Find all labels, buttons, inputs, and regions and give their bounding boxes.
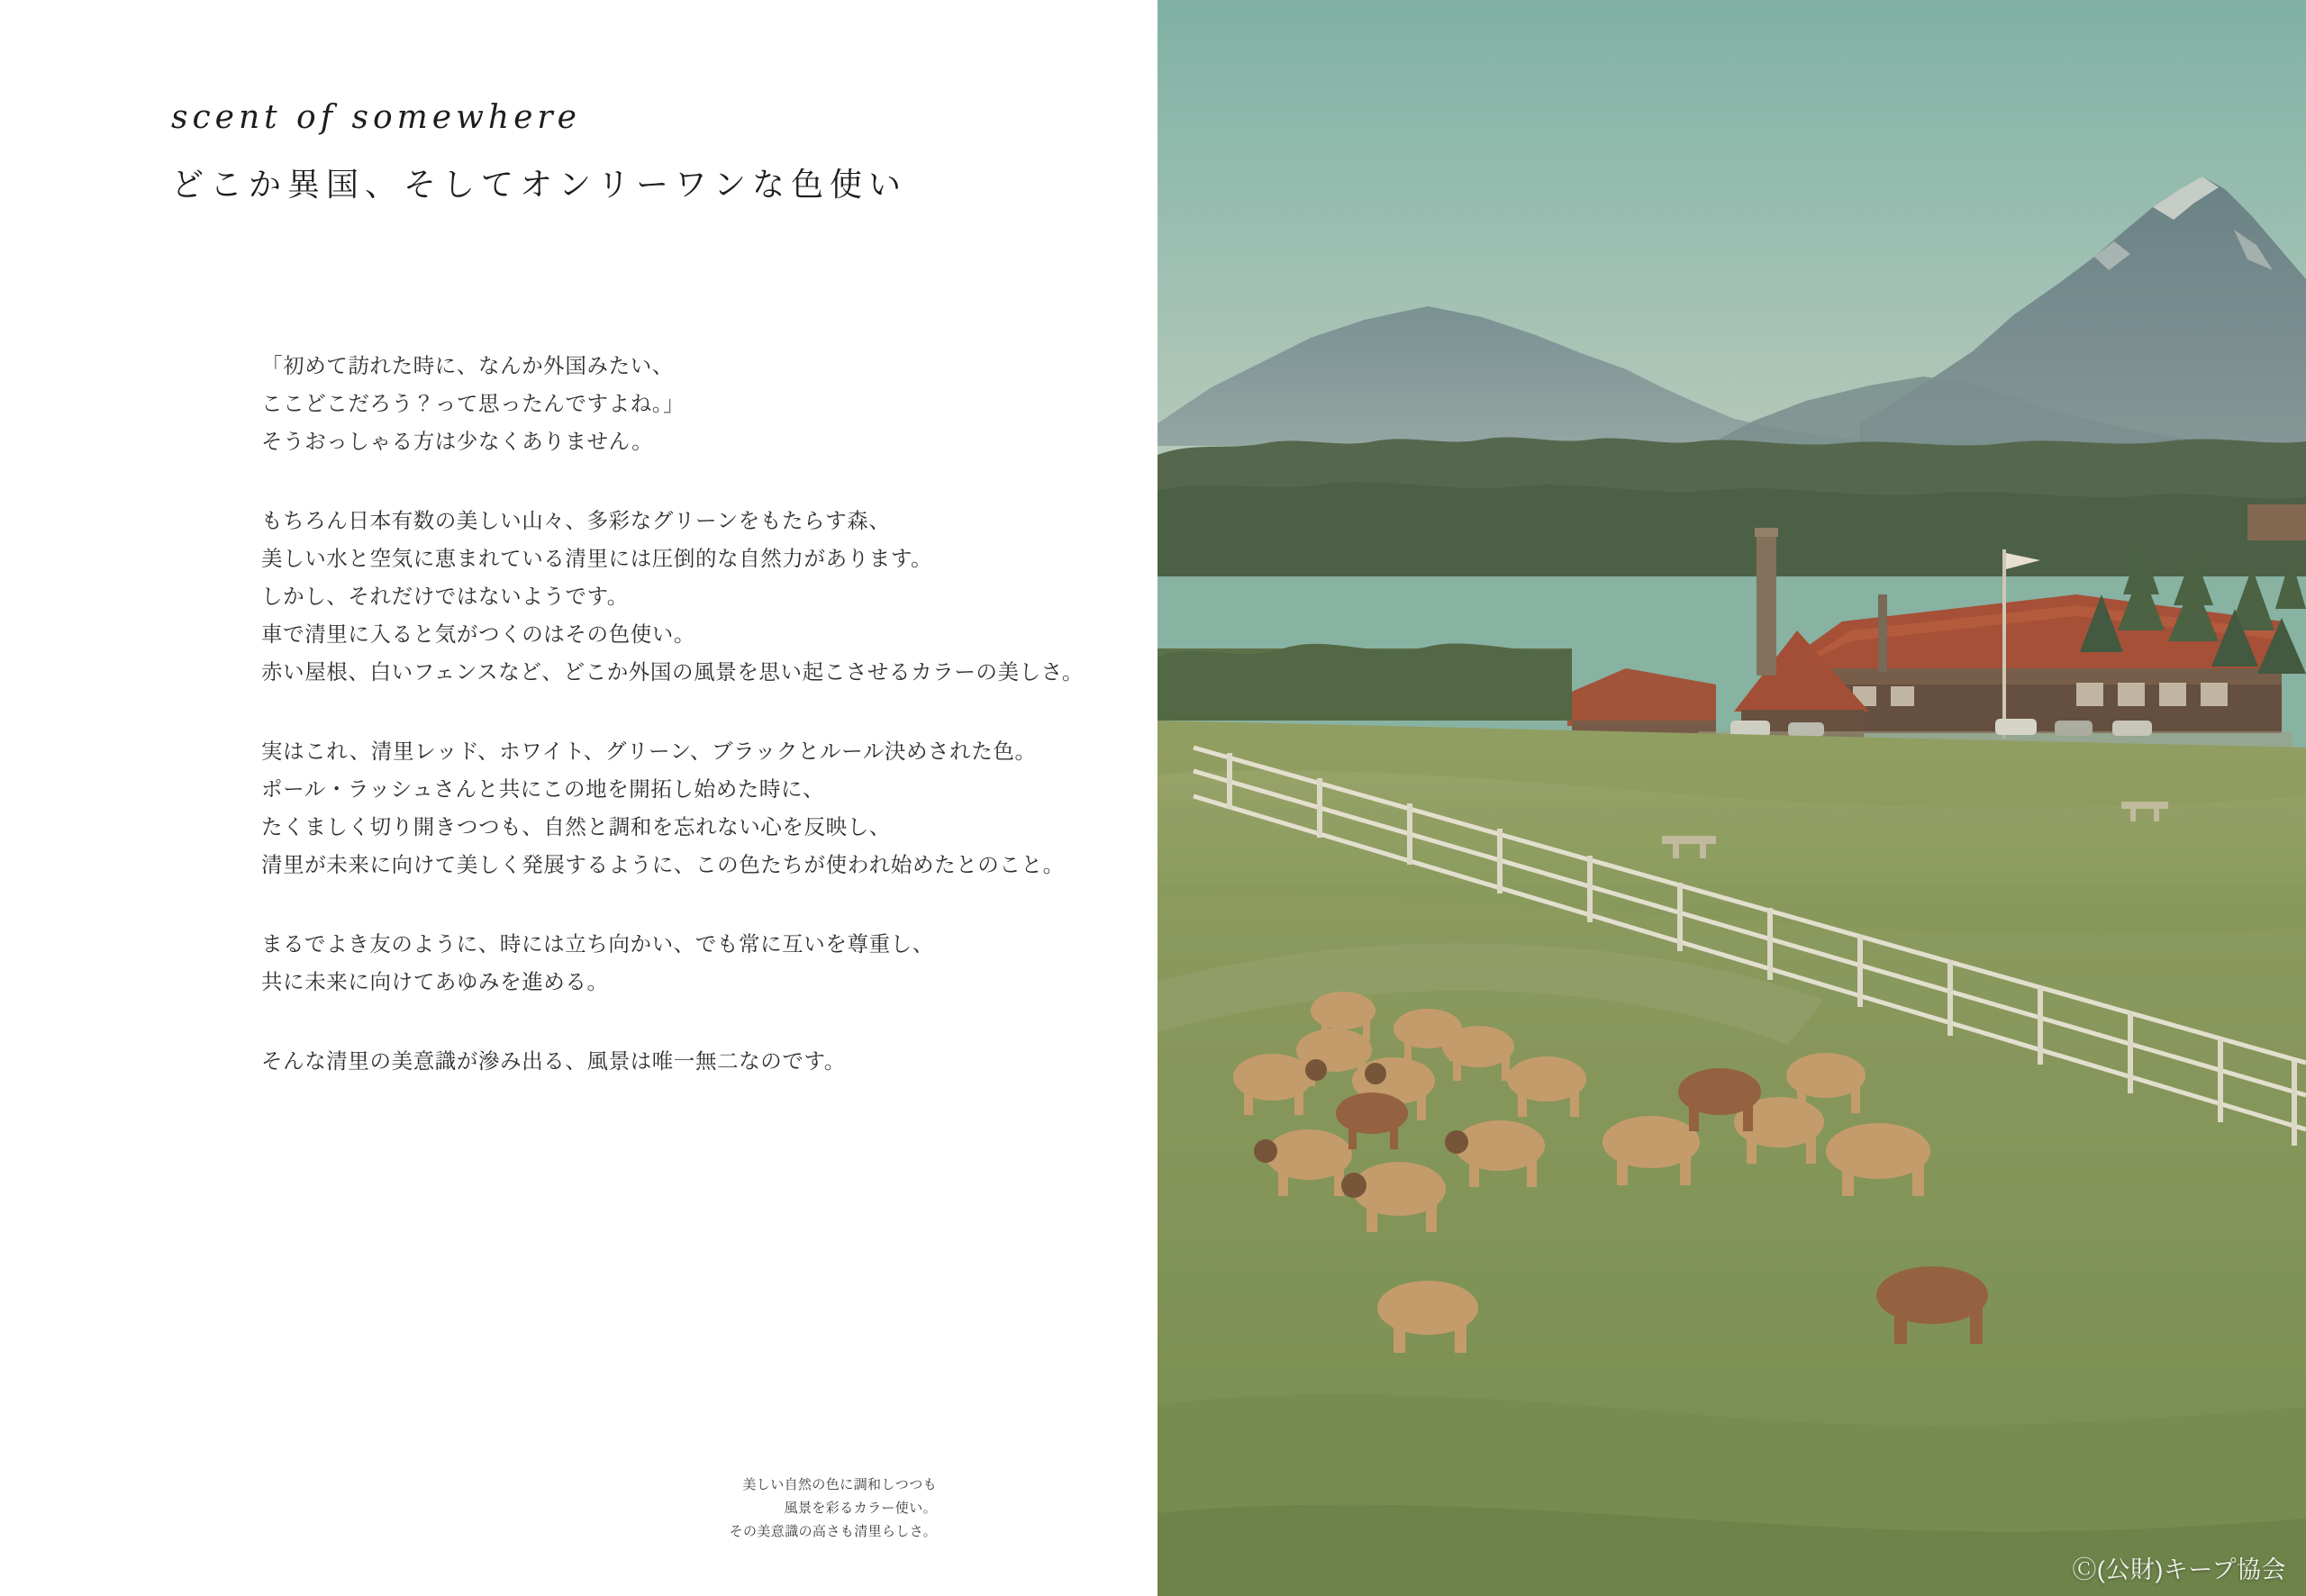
body-line: 車で清里に入ると気がつくのはその色使い。 bbox=[261, 622, 695, 646]
photo-caption bbox=[730, 1474, 937, 1544]
body-line: ここどこだろう？って思ったんですよね。」 bbox=[261, 392, 685, 415]
body-line: 共に未来に向けてあゆみを進める。 bbox=[261, 970, 609, 993]
paragraph bbox=[261, 1042, 1108, 1080]
body-line: たくましく切り開きつつも、自然と調和を忘れない心を反映し、 bbox=[261, 815, 891, 839]
body-line: そんな清里の美意識が滲み出る、風景は唯一無二なのです。 bbox=[261, 1049, 846, 1073]
body-line: ポール・ラッシュさんと共にこの地を開拓し始めた時に、 bbox=[261, 777, 825, 801]
paragraph bbox=[261, 502, 1108, 691]
paragraph bbox=[261, 347, 1108, 460]
photo-illustration bbox=[1158, 0, 2306, 1596]
page-title-japanese: どこか異国、そしてオンリーワンな色使い bbox=[171, 166, 908, 203]
body-line: しかし、それだけではないようです。 bbox=[261, 585, 629, 608]
page-title-english: scent of somewhere bbox=[171, 99, 581, 136]
body-line: 「初めて訪れた時に、なんか外国みたい、 bbox=[261, 354, 674, 377]
paragraph bbox=[261, 925, 1108, 1001]
body-line: もちろん日本有数の美しい山々、多彩なグリーンをもたらす森、 bbox=[261, 509, 891, 532]
body-text bbox=[261, 347, 1108, 1080]
body-line: 美しい水と空気に恵まれている清里には圧倒的な自然力があります。 bbox=[261, 547, 933, 570]
body-line: 赤い屋根、白いフェンスなど、どこか外国の風景を思い起こさせるカラーの美しさ。 bbox=[261, 660, 1084, 684]
caption-line: その美意識の高さも清里らしさ。 bbox=[729, 1524, 937, 1539]
caption-line: 美しい自然の色に調和しつつも bbox=[742, 1477, 937, 1492]
caption-line: 風景を彩るカラー使い。 bbox=[784, 1501, 937, 1516]
title-block bbox=[171, 99, 907, 205]
body-line: そうおっしゃる方は少なくありません。 bbox=[261, 430, 654, 453]
body-line: 実はこれ、清里レッド、ホワイト、グリーン、ブラックとルール決めされた色。 bbox=[261, 739, 1037, 763]
kiyosato-pasture-photo bbox=[1158, 0, 2306, 1596]
body-line: まるでよき友のように、時には立ち向かい、でも常に互いを尊重し、 bbox=[261, 932, 934, 956]
paragraph bbox=[261, 732, 1108, 884]
body-line: 清里が未来に向けて美しく発展するように、この色たちが使われ始めたとのこと。 bbox=[261, 853, 1065, 876]
photo-copyright: Ⓒ(公財)キープ協会 bbox=[2072, 1556, 2286, 1583]
